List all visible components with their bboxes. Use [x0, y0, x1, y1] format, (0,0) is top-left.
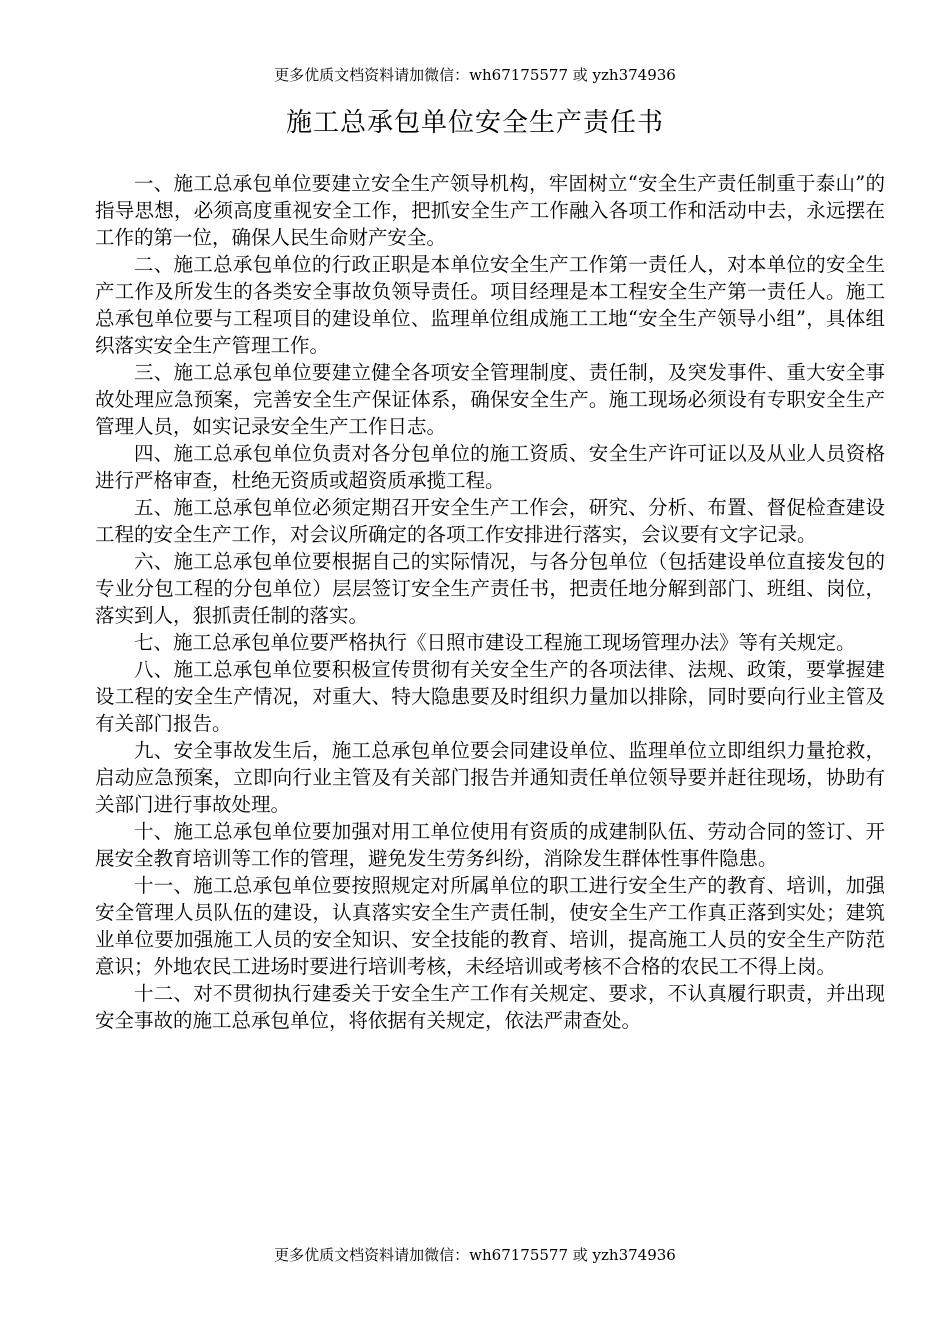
clause-11: 十一、施工总承包单位要按照规定对所属单位的职工进行安全生产的教育、培训，加强安全管理人员队伍的建设，认真落实安全生产责任制，使安全生产工作真正落到实处；建筑业单位要加强施工人员的安全知识、安全技能的教育、培训，提高施工人员的安全生产防范意识；外地农民工进场时要进行培训考核，未经培训或考核不合格的农民工不得上岗。 [95, 874, 885, 978]
clause-3: 三、施工总承包单位要建立健全各项安全管理制度、责任制，及突发事件、重大安全事故处理应急预案，完善安全生产保证体系，确保安全生产。施工现场必须设有专职安全生产管理人员，如实记录安全生产工作日志。 [95, 361, 885, 438]
header-note: 更多优质文档资料请加微信：wh67175577 或 yzh374936 [274, 66, 676, 84]
clause-9: 九、安全事故发生后，施工总承包单位要会同建设单位、监理单位立即组织力量抢救，启动应急预案，立即向行业主管及有关部门报告并通知责任单位领导要并赶往现场，协助有关部门进行事故处理。 [95, 739, 885, 816]
clause-12: 十二、对不贯彻执行建委关于安全生产工作有关规定、要求，不认真履行职责，并出现安全事故的施工总承包单位，将依据有关规定，依法严肃查处。 [95, 982, 885, 1032]
document-body [95, 170, 885, 1034]
clause-5: 五、施工总承包单位必须定期召开安全生产工作会，研究、分析、布置、督促检查建设工程的安全生产工作，对会议所确定的各项工作安排进行落实，会议要有文字记录。 [95, 496, 885, 546]
footer-note: 更多优质文档资料请加微信：wh67175577 或 yzh374936 [274, 1246, 676, 1264]
document-title: 施工总承包单位安全生产责任书 [285, 108, 664, 138]
clause-10: 十、施工总承包单位要加强对用工单位使用有资质的成建制队伍、劳动合同的签订、开展安全教育培训等工作的管理，避免发生劳务纠纷，消除发生群体性事件隐患。 [95, 820, 885, 870]
clause-2: 二、施工总承包单位的行政正职是本单位安全生产工作第一责任人，对本单位的安全生产工作及所发生的各类安全事故负领导责任。项目经理是本工程安全生产第一责任人。施工总承包单位要与工程项目的建设单位、监理单位组成施工工地“安全生产领导小组”，具体组织落实安全生产管理工作。 [95, 253, 885, 357]
clause-4: 四、施工总承包单位负责对各分包单位的施工资质、安全生产许可证以及从业人员资格进行严格审查，杜绝无资质或超资质承揽工程。 [95, 442, 885, 492]
clause-1: 一、施工总承包单位要建立安全生产领导机构，牢固树立“安全生产责任制重于泰山”的指导思想，必须高度重视安全工作，把抓安全生产工作融入各项工作和活动中去，永远摆在工作的第一位，确保人民生命财产安全。 [95, 172, 885, 249]
clause-7: 七、施工总承包单位要严格执行《日照市建设工程施工现场管理办法》等有关规定。 [134, 631, 856, 654]
clause-6: 六、施工总承包单位要根据自己的实际情况，与各分包单位（包括建设单位直接发包的专业分包工程的分包单位）层层签订安全生产责任书，把责任地分解到部门、班组、岗位，落实到人，狠抓责任制的落实。 [95, 550, 885, 627]
clause-8: 八、施工总承包单位要积极宣传贯彻有关安全生产的各项法律、法规、政策，要掌握建设工程的安全生产情况，对重大、特大隐患要及时组织力量加以排除，同时要向行业主管及有关部门报告。 [95, 658, 885, 735]
